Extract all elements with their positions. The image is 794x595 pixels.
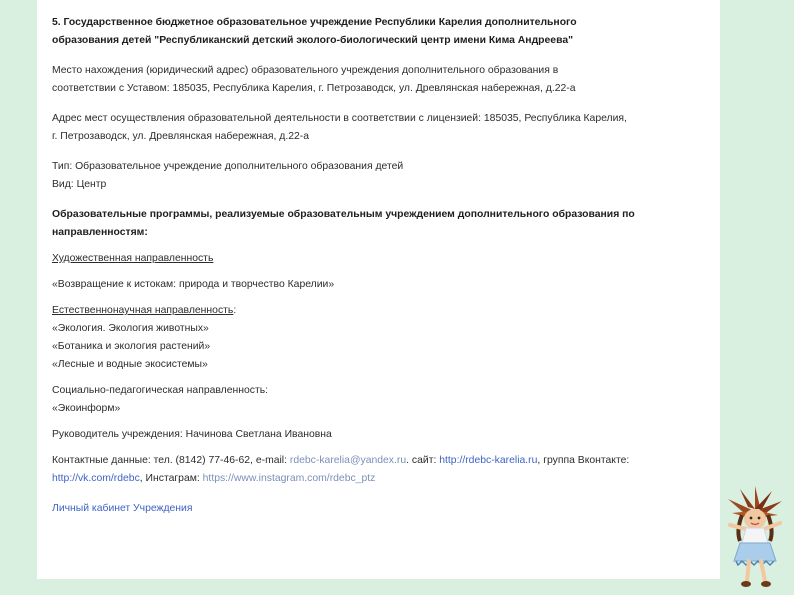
- contacts-prefix: Контактные данные: тел. (8142) 77-46-62, e-mail:: [52, 455, 290, 466]
- science-direction-row: [52, 302, 707, 320]
- science-program-3: «Лесные и водные экосистемы»: [52, 359, 208, 370]
- vk-group-label: , группа Вконтакте:: [537, 455, 630, 466]
- programs-heading-line-1: Образовательные программы, реализуемые образовательным учреждением дополнительного образования по: [52, 209, 635, 220]
- leg-left: [747, 561, 749, 581]
- institution-kind: Вид: Центр: [52, 179, 107, 190]
- instagram-label: , Инстаграм:: [139, 473, 203, 484]
- contacts-line-1: [52, 452, 707, 470]
- art-program: «Возвращение к истокам: природа и творчество Карелии»: [52, 279, 335, 290]
- programs-heading-line-2: направленностям:: [52, 227, 148, 238]
- contacts-line-2: [52, 470, 707, 488]
- legal-address-line-1: Место нахождения (юридический адрес) образовательного учреждения дополнительного образования в: [52, 65, 559, 76]
- science-direction-colon: :: [233, 305, 237, 316]
- institution-type: Тип: Образовательное учреждение дополнительного образования детей: [52, 161, 404, 172]
- shirt: [742, 528, 768, 543]
- arm-left: [730, 525, 746, 529]
- legal-address-line-2: соответствии с Уставом: 185035, Республика Карелия, г. Петрозаводск, ул. Древлянская набережная, д.22-а: [52, 83, 576, 94]
- science-program-2: «Ботаника и экология растений»: [52, 341, 211, 352]
- director: Руководитель учреждения: Начинова Светлана Ивановна: [52, 429, 332, 440]
- skirt: [734, 543, 776, 561]
- document-page: [37, 0, 720, 579]
- social-program: «Экоинформ»: [52, 403, 121, 414]
- activity-address-line-1: Адрес мест осуществления образовательной деятельности в соответствии с лицензией: 185035, Республика Карелия,: [52, 113, 627, 124]
- shoe-right: [761, 581, 771, 587]
- art-direction-heading: Художественная направленность: [52, 253, 214, 264]
- institution-card: [52, 14, 707, 518]
- institution-title-line-1: 5. Государственное бюджетное образовательное учреждение Республики Карелия дополнительного: [52, 17, 577, 28]
- activity-address-line-2: г. Петрозаводск, ул. Древлянская набережная, д.22-а: [52, 131, 310, 142]
- science-program-1: «Экология. Экология животных»: [52, 323, 209, 334]
- mascot-girl-illustration: [722, 485, 788, 590]
- leg-right: [761, 561, 765, 581]
- instagram-link[interactable]: https://www.instagram.com/rdebc_ptz: [202, 473, 376, 484]
- institution-title-line-2: образования детей "Республиканский детский эколого-биологический центр имени Кима Андреева": [52, 35, 574, 46]
- vk-link[interactable]: http://vk.com/rdebc: [52, 473, 140, 484]
- personal-cabinet-link[interactable]: Личный кабинет Учреждения: [52, 503, 193, 514]
- shoe-left: [741, 581, 751, 587]
- science-direction-heading: Естественнонаучная направленность: [52, 305, 234, 316]
- face: [744, 509, 766, 529]
- social-direction-heading: Социально-педагогическая направленность:: [52, 385, 269, 396]
- arm-right: [764, 523, 780, 529]
- site-link[interactable]: http://rdebc-karelia.ru: [439, 455, 538, 466]
- site-label: . сайт:: [406, 455, 440, 466]
- email-link[interactable]: rdebc-karelia@yandex.ru: [289, 455, 407, 466]
